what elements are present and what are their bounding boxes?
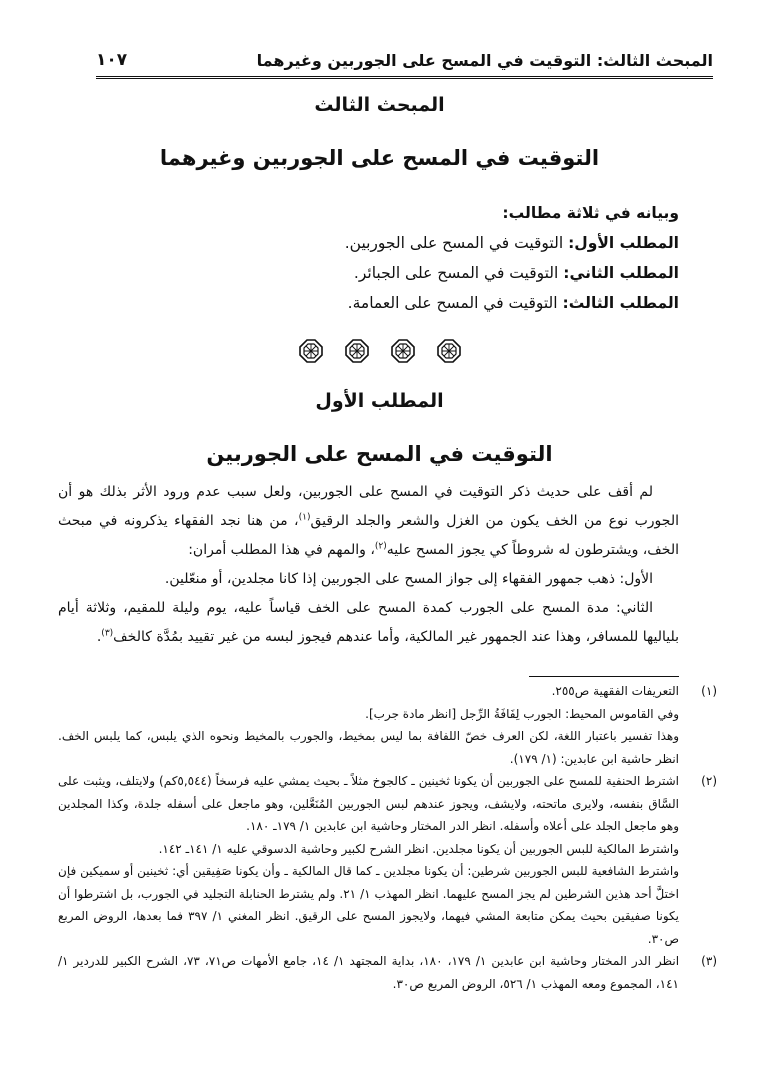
intro-item: المطلب الثاني: التوقيت في المسح على الجبائر. [353, 264, 679, 282]
section-intro [79, 198, 679, 318]
footnote [58, 680, 717, 770]
footnotes [58, 680, 717, 995]
running-header [96, 36, 713, 79]
section-title: التوقيت في المسح على الجوربين وغيرهما [159, 146, 600, 170]
footnote-divider [529, 676, 679, 677]
footnote-ref: (٢) [374, 541, 387, 552]
footnote [58, 950, 717, 995]
footnote-number: (٣) [701, 954, 717, 968]
section-label: المبحث الثالث [314, 94, 445, 116]
intro-item: المطلب الثالث: التوقيت في المسح على العمامة. [347, 294, 679, 312]
body-text [58, 478, 679, 652]
footnote-ref: (١) [298, 512, 311, 523]
footnote-number: (٢) [701, 774, 717, 788]
footnote-number: (١) [701, 684, 717, 698]
subsection-label: المطلب الأول [315, 390, 444, 412]
paragraph: الثاني: مدة المسح على الجورب كمدة المسح على الخف قياساً عليه، يوم وليلة للمقيم، وثلاثة أيام بلياليها للمسافر، وهذا عند الجمهور غير المالكية، وأما عندهم فيجوز لبسه من غير تقييد بمُدَّة كالخف$^{(٣)}$. [58, 600, 679, 645]
footnote-text: واشترط المالكية للبس الجوربين أن يكونا مجلدين. انظر الشرح لكبير وحاشية الدسوقي عليه ١/ ١٤١ـ ١٤٢. [158, 841, 679, 856]
footnote-text: وفي القاموس المحيط: الجورب لِفَافَةُ الرِّجل [انظر مادة جرب]. [365, 706, 679, 721]
intro-lead: وبيانه في ثلاثة مطالب: [502, 204, 679, 222]
paragraph: الأول: ذهب جمهور الفقهاء إلى جواز المسح على الجوربين إذا كانا مجلدين، أو منعّلين. [164, 571, 653, 587]
octagonal-rosette-icon [344, 338, 370, 364]
footnote-ref: (٣) [101, 628, 114, 639]
intro-item: المطلب الأول: التوقيت في المسح على الجوربين. [344, 234, 679, 252]
footnote-text: واشترط الشافعية للبس الجوربين شرطين: أن يكونا مجلدين ـ كما قال المالكية ـ وأن يكونا صَفِيقين أي: ثخينين أو سميكين فإن اختلَّ أحد هذين الشرطين لم يجز المسح عليهما. انظر المهذب ١/ ٢١. ولم يشترط الحنابلة التجليد في الجورب، بل اشترطوا أن يكونا صفيقين بحيث يمكن متابعة المشي فيهما، ولايجوز المسح على الرقيق. انظر المغني ١/ ٣٩٧ فما بعدها، الروض المربع ص٣٠. [58, 864, 680, 946]
octagonal-rosette-icon [298, 338, 324, 364]
running-header-title: المبحث الثالث: التوقيت في المسح على الجوربين وغيرهما [256, 51, 713, 70]
footnote-text: التعريفات الفقهية ص٢٥٥. [551, 684, 679, 698]
footnote-text: اشترط الحنفية للمسح على الجوربين أن يكونا ثخينين ـ كالجوخ مثلاً ـ بحيث يمشي عليه فرسخاً (٥,٥٤٤كم) ولايتلف، ويثبت على السَّاق بنفسه، ولايرى ماتحته، ولايشف، ويجوز عندهم لبس الجوربين المُنَعَّلين، وهو ماجعل على أسفله جلدة، وكذا المجلدين وهو ماجعل الجلد على أعلاه وأسفله. انظر الدر المختار وحاشية ابن عابدين ١/ ١٧٩ـ ١٨٠. [58, 774, 679, 833]
footnote-text: وهذا تفسير باعتبار اللغة، لكن العرف خصّ اللفافة بما ليس بمخيط، والجورب بالمخيط ونحوه الذي يلبس، كما يلبس الخف. انظر حاشية ابن عابدين: (١/ ١٧٩). [58, 729, 679, 766]
octagonal-rosette-icon [436, 338, 462, 364]
paragraph: لم أقف على حديث ذكر التوقيت في المسح على الجوربين، ولعل سبب عدم ورود الأثر بذلك هو أن الجورب نوع من الخف يكون من الغزل والشعر والجلد الرقيق$^{(١)}$، من هنا نجد الفقهاء يذكرونه في مبحث الخف، ويشترطون له شروطاً كي يجوز المسح عليه$^{(٢)}$، والمهم في هذا المطلب أمران: [58, 484, 679, 558]
ornament-divider [0, 338, 759, 364]
octagonal-rosette-icon [390, 338, 416, 364]
subsection-title: التوقيت في المسح على الجوربين [206, 442, 553, 466]
footnote [58, 770, 717, 950]
page-number: ١٠٧ [96, 50, 128, 70]
footnote-text: انظر الدر المختار وحاشية ابن عابدين ١/ ١٧٩، ١٨٠، بداية المجتهد ١/ ١٤، جامع الأمهات ص٧١، ٧٣، الشرح الكبير للدردير ١/ ١٤١، المجموع ومعه المهذب ١/ ٥٢٦، الروض المربع ص٣٠. [58, 954, 680, 991]
